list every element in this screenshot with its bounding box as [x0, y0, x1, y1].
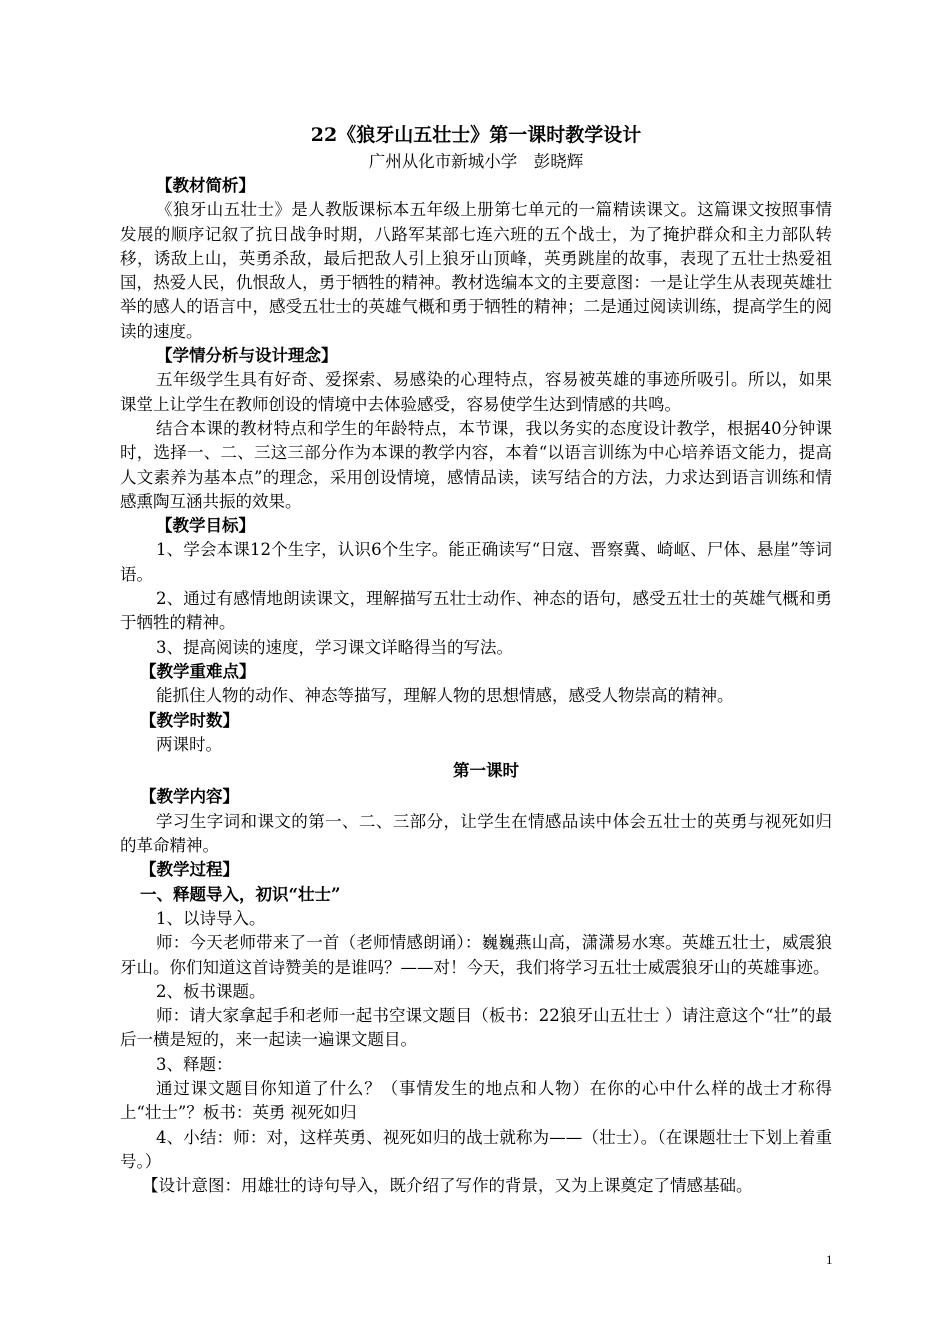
goal-item-2: 2、通过有感情地朗读课文，理解描写五壮士动作、神态的语句，感受五壮士的英雄气概和勇于牺牲的精神。	[120, 589, 832, 633]
step-3-label: 3、释题：	[156, 1054, 233, 1074]
key-points-text: 能抓住人物的动作、神态等描写，理解人物的思想情感，感受人物崇高的精神。	[156, 686, 734, 706]
page-number: 1	[826, 1252, 833, 1267]
step-2-paragraph: 师：请大家拿起手和老师一起书空课文题目（板书：22狼牙山五壮士 ）请注意这个“壮”的最后一横是短的，来一起读一遍课文题目。	[120, 1006, 832, 1050]
content-paragraph: 学习生字词和课文的第一、二、三部分，让学生在情感品读中体会五壮士的英勇与视死如归的革命精神。	[120, 811, 832, 856]
section-heading-hours: 【教学时数】	[140, 710, 239, 730]
section-heading-key-points: 【教学重难点】	[140, 661, 256, 681]
goal-item-1: 1、学会本课12个生字，认识6个生字。能正确读写“日寇、晋察冀、崎岖、尸体、悬崖”等词语。	[120, 540, 832, 584]
hours-text: 两课时。	[156, 734, 222, 754]
learner-paragraph-2: 结合本课的教材特点和学生的年龄特点，本节课，我以务实的态度设计教学，根据40分钟课时，选择一、二、三这三部分作为本课的教学内容，本着“以语言训练为中心培养语文能力，提高人文素养为基本点”的理念，采用创设情境，感情品读，读写结合的方法，力求达到语言训练和情感熏陶互涵共振的效果。	[120, 418, 832, 511]
lesson-heading: 第一课时	[453, 761, 519, 781]
step-1-paragraph: 师：今天老师带来了一首（老师情感朗诵）：巍巍燕山高，潇潇易水寒。英雄五壮士，威震狼牙山。你们知道这首诗赞美的是谁吗？——对！今天，我们将学习五壮士威震狼牙山的英雄事迹。	[120, 933, 832, 977]
design-intent-note: 【设计意图：用雄壮的诗句导入，既介绍了写作的背景，又为上课奠定了情感基础。	[142, 1176, 753, 1196]
document-title: 22《狼牙山五壮士》第一课时教学设计	[310, 124, 642, 146]
author-byline: 广州从化市新城小学 彭晓辉	[368, 152, 584, 171]
step-heading: 一、释题导入，初识“壮士”	[140, 884, 341, 904]
section-heading-process: 【教学过程】	[140, 860, 239, 880]
section-heading-learner: 【学情分析与设计理念】	[156, 346, 338, 366]
section-heading-analysis: 【教材简析】	[156, 176, 255, 195]
analysis-paragraph: 《狼牙山五壮士》是人教版课标本五年级上册第七单元的一篇精读课文。这篇课文按照事情发展的顺序记叙了抗日战争时期，八路军某部七连六班的五个战士，为了掩护群众和主力部队转移，诱敌上山，英勇杀敌，最后把敌人引上狼牙山顶峰，英勇跳崖的故事，表现了五壮士热爱祖国，热爱人民，仇恨敌人，勇于牺牲的精神。教材选编本文的主要意图：一是让学生从表现英雄壮举的感人的语言中，感受五壮士的英雄气概和勇于牺牲的精神；二是通过阅读训练，提高学生的阅读的速度。	[120, 200, 832, 341]
step-2-label: 2、板书课题。	[156, 981, 266, 1001]
section-heading-goals: 【教学目标】	[156, 516, 255, 536]
document-body	[120, 120, 832, 1198]
step-4-paragraph: 4、小结：师：对，这样英勇、视死如归的战士就称为——（壮士）。（在课题壮士下划上着重号。）	[120, 1127, 832, 1171]
section-heading-content: 【教学内容】	[140, 787, 239, 807]
step-3-paragraph: 通过课文题目你知道了什么？（事情发生的地点和人物）在你的心中什么样的战士才称得上“壮士”？板书：英勇 视死如归	[120, 1078, 832, 1123]
step-1-label: 1、以诗导入。	[156, 908, 266, 928]
learner-paragraph-1: 五年级学生具有好奇、爱探索、易感染的心理特点，容易被英雄的事迹所吸引。所以，如果课堂上让学生在教师创设的情境中去体验感受，容易使学生达到情感的共鸣。	[120, 370, 832, 414]
goal-item-3: 3、提高阅读的速度，学习课文详略得当的写法。	[156, 637, 513, 657]
